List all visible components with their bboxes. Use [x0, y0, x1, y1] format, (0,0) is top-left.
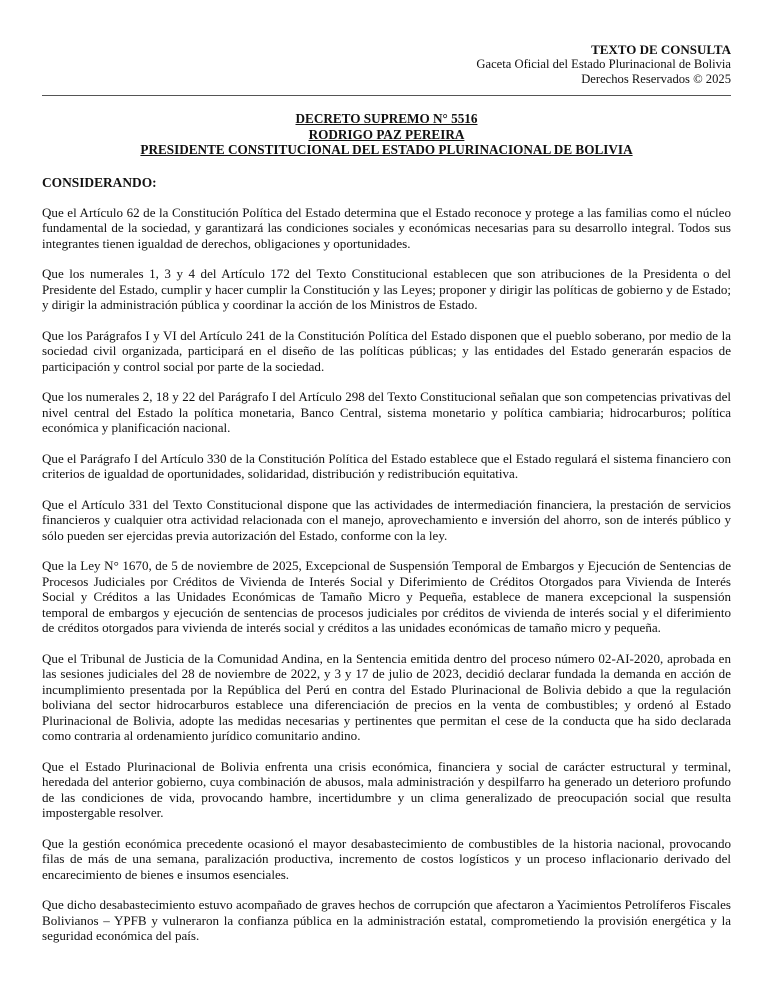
paragraph: Que dicho desabastecimiento estuvo acompañado de graves hechos de corrupción que afectaron a Yacimientos Petrolíferos Fiscales Bolivianos – YPFB y vulneraron la confianza pública en la administración estatal, comprometiendo la provisión energética y la seguridad económica del país.	[42, 897, 731, 943]
paragraph: Que la Ley N° 1670, de 5 de noviembre de 2025, Excepcional de Suspensión Temporal de Embargos y Ejecución de Sentencias de Procesos Judiciales por Créditos de Vivienda de Interés Social y Diferimiento de Créditos Otorgados para Vivienda de Interés Social y Créditos a las Unidades Económicas de Tamaño Micro y Pequeña, establece de manera excepcional la suspensión temporal de embargos y ejecución de sentencias de procesos judiciales por créditos de vivienda de interés social y el diferimiento de créditos otorgados para vivienda de interés social y créditos a las unidades económicas de tamaño micro y pequeña.	[42, 558, 731, 635]
president-name: RODRIGO PAZ PEREIRA	[308, 126, 465, 142]
paragraph: Que los numerales 1, 3 y 4 del Artículo 172 del Texto Constitucional establecen que son atribuciones de la Presidenta o del Presidente del Estado, cumplir y hacer cumplir la Constitución y las Leyes; proponer y dirigir las políticas de gobierno y de Estado; y dirigir la administración pública y coordinar la acción de los Ministros de Estado.	[42, 266, 731, 312]
paragraph: Que los Parágrafos I y VI del Artículo 241 de la Constitución Política del Estado disponen que el pueblo soberano, por medio de la sociedad civil organizada, participará en el diseño de las políticas públicas; y las entidades del Estado generarán espacios de participación y control social por parte de la sociedad.	[42, 327, 731, 374]
decree-title-block	[42, 111, 731, 158]
president-office: PRESIDENTE CONSTITUCIONAL DEL ESTADO PLURINACIONAL DE BOLIVIA	[140, 142, 633, 157]
paragraph: Que la gestión económica precedente ocasionó el mayor desabastecimiento de combustibles de la historia nacional, provocando filas de más de una semana, paralización productiva, incremento de costos logísticos y un proceso inflacionario derivado del encarecimiento de bienes e insumos esenciales.	[42, 835, 731, 882]
paragraph: Que el Tribunal de Justicia de la Comunidad Andina, en la Sentencia emitida dentro del proceso número 02-AI-2020, aprobada en las sesiones judiciales del 28 de noviembre de 2022, y 3 y 17 de julio de 2023, decidió declarar fundada la demanda en acción de incumplimiento presentada por la República del Perú en contra del Estado Plurinacional de Bolivia debido a que la regulación boliviana del sector hidrocarburos establece una diferenciación de precios en la venta de combustibles; y ordenó al Estado Plurinacional de Bolivia, adopte las medidas necesarias y pertinentes que permitan el cese de la conducta que ha sido declarada como contraria al ordenamiento jurídico comunitario andino.	[42, 650, 731, 743]
paragraph: Que el Artículo 331 del Texto Constitucional dispone que las actividades de intermediación financiera, la prestación de servicios financieros y cualquier otra actividad relacionada con el manejo, aprovechamiento e inversión del ahorro, son de interés público y sólo pueden ser ejercidas previa autorización del Estado, conforme con la ley.	[42, 496, 731, 543]
paragraph: Que el Artículo 62 de la Constitución Política del Estado determina que el Estado reconoce y protege a las familias como el núcleo fundamental de la sociedad, y garantizará las condiciones sociales y económicas necesarias para su desarrollo integral. Todos sus integrantes tienen igualdad de derechos, obligaciones y oportunidades.	[42, 204, 731, 251]
paragraph: Que el Parágrafo I del Artículo 330 de la Constitución Política del Estado establece que el Estado regulará el sistema financiero con criterios de igualdad de oportunidades, solidaridad, distribución y redistribución equitativa.	[42, 450, 731, 481]
considerando-body	[42, 205, 731, 944]
considerando-heading: CONSIDERANDO:	[42, 174, 157, 190]
paragraph: Que los numerales 2, 18 y 22 del Parágrafo I del Artículo 298 del Texto Constitucional señalan que son competencias privativas del nivel central del Estado la política monetaria, Banco Central, sistema monetario y política cambiaria; hidrocarburos; política económica y planificación nacional.	[42, 389, 731, 435]
header-divider	[42, 95, 731, 96]
document-header	[42, 42, 731, 87]
header-consulta-label: TEXTO DE CONSULTA	[591, 42, 731, 57]
paragraph: Que el Estado Plurinacional de Bolivia enfrenta una crisis económica, financiera y social de carácter estructural y terminal, heredada del anterior gobierno, cuya combinación de abusos, mala administración y despilfarro ha generado un deterioro profundo de las condiciones de vida, provocando hambre, incertidumbre y un clima generalizado de preocupación social que resulta impostergable resolver.	[42, 758, 731, 820]
header-copyright: Derechos Reservados © 2025	[581, 72, 731, 86]
header-gazette-name: Gaceta Oficial del Estado Plurinacional de Bolivia	[476, 57, 731, 71]
decree-number: DECRETO SUPREMO N° 5516	[295, 111, 478, 126]
